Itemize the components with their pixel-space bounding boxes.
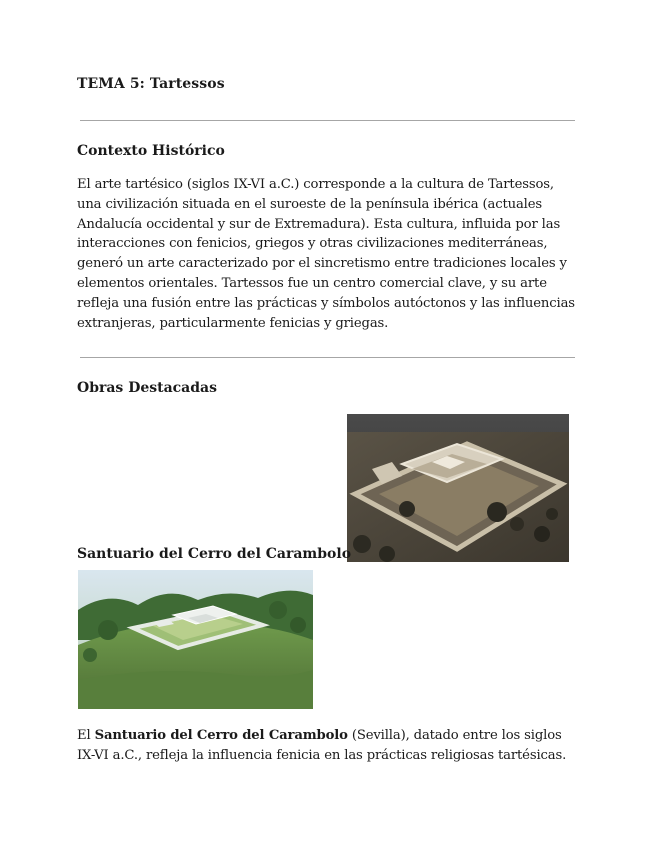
work-title-santuario: Santuario del Cerro del Carambolo — [77, 546, 352, 562]
horizontal-divider — [80, 357, 575, 358]
description-suffix: (Sevilla), datado entre los siglos IX-VI a.C., refleja la influencia fenicia en las prácticas religiosas tartésicas. — [77, 728, 567, 763]
description-bold-name: Santuario del Cerro del Carambolo — [94, 728, 348, 743]
horizontal-divider — [80, 120, 575, 121]
section-heading-obras: Obras Destacadas — [77, 380, 217, 396]
section-heading-contexto: Contexto Histórico — [77, 143, 225, 159]
santuario-description — [77, 726, 582, 766]
sanctuary-aerial-image — [347, 414, 569, 562]
sanctuary-render-image — [78, 570, 313, 709]
contexto-paragraph: El arte tartésico (siglos IX-VI a.C.) corresponde a la cultura de Tartessos, una civilización situada en el suroeste de la península ibérica (actuales Andalucía occidental y sur de Extremadura). Esta cultura, influida por las interacciones con fenicios, griegos y otras civilizaciones mediterráneas, generó un arte caracterizado por el sincretismo entre tradiciones locales y elementos orientales. Tartessos fue un centro comercial clave, y su arte refleja una fusión entre las prácticas y símbolos autóctonos y las influencias extranjeras, particularmente fenicias y griegas. — [77, 177, 575, 331]
document-title: TEMA 5: Tartessos — [77, 76, 225, 92]
description-prefix: El — [77, 728, 95, 743]
